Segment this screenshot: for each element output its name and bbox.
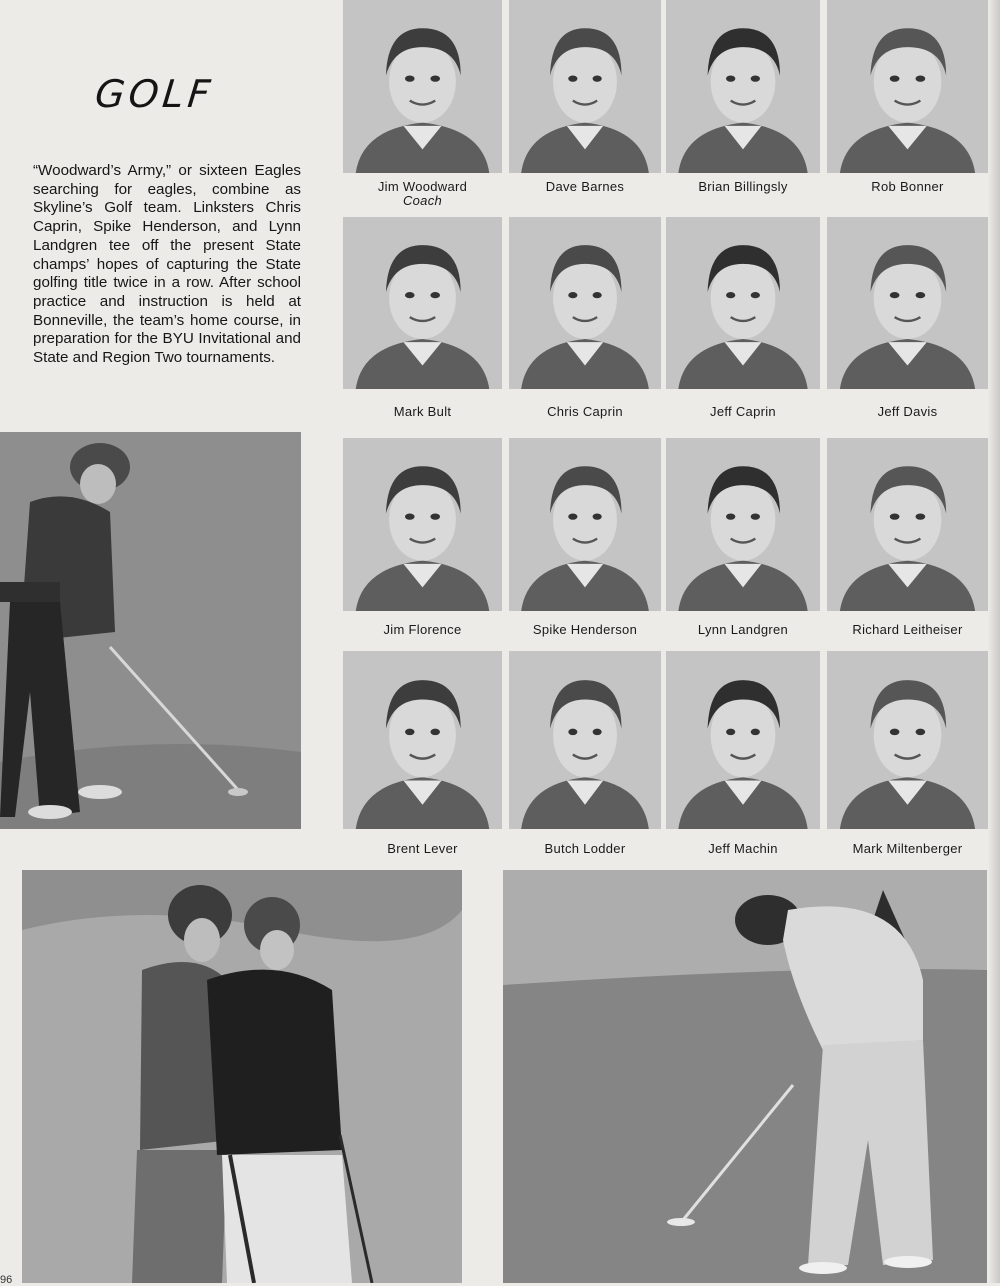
person-name: Brent Lever <box>387 841 458 856</box>
portrait-photo <box>343 217 502 389</box>
portrait-caption <box>823 180 992 194</box>
person-name: Brian Billingsly <box>698 179 788 194</box>
portrait-photo <box>509 438 661 611</box>
person-name: Butch Lodder <box>544 841 626 856</box>
portrait-photo <box>343 438 502 611</box>
page-number: 96 <box>0 1274 13 1286</box>
person-name: Mark Miltenberger <box>852 841 963 856</box>
portrait-caption <box>505 623 665 637</box>
portrait-caption <box>662 405 824 419</box>
page-title: GOLF <box>93 72 217 116</box>
portrait-caption <box>339 623 506 637</box>
person-name: Lynn Landgren <box>697 622 789 637</box>
person-role: Coach <box>402 193 443 208</box>
person-name: Rob Bonner <box>871 179 944 194</box>
page-edge-shadow <box>988 0 1000 1283</box>
person-name: Chris Caprin <box>547 404 623 419</box>
portrait-photo <box>343 651 502 829</box>
intro-paragraph: “Woodward’s Army,” or sixteen Eagles searching for eagles, combine as Skyline’s Golf team. Linksters Chris Caprin, Spike Henderson, and Lynn Landgren tee off the present State champs’ hopes of capturing the State golfing title twice in a row. After school practice and instruction is held at Bonneville, the team’s home course, in preparation for the BYU Invitational and State and Region Two tournaments. <box>33 162 301 367</box>
portrait-photo <box>827 438 988 611</box>
portrait-photo <box>666 217 820 389</box>
portrait-photo <box>827 651 988 829</box>
portrait-caption <box>505 180 665 194</box>
portrait-photo <box>343 0 502 173</box>
person-name: Spike Henderson <box>532 622 638 637</box>
photo-golfer-putting <box>503 870 987 1283</box>
portrait-caption <box>823 623 992 637</box>
person-name: Dave Barnes <box>545 179 625 194</box>
photo-golfer-chipping <box>0 432 301 829</box>
portrait-photo <box>509 217 661 389</box>
person-name: Jeff Davis <box>877 404 938 419</box>
portrait-photo <box>666 438 820 611</box>
person-name: Jeff Caprin <box>710 404 776 419</box>
portrait-caption <box>339 405 506 419</box>
portrait-photo <box>666 651 820 829</box>
portrait-caption <box>823 405 992 419</box>
portrait-caption <box>662 842 824 856</box>
portrait-photo <box>509 651 661 829</box>
person-name: Jeff Machin <box>708 841 778 856</box>
portrait-caption <box>505 842 665 856</box>
portrait-caption <box>662 180 824 194</box>
portrait-photo <box>827 217 988 389</box>
portrait-caption <box>339 180 506 208</box>
person-name: Jim Woodward <box>377 179 468 194</box>
portrait-photo <box>666 0 820 173</box>
portrait-photo <box>827 0 988 173</box>
portrait-caption <box>662 623 824 637</box>
person-name: Richard Leitheiser <box>852 622 963 637</box>
portrait-photo <box>509 0 661 173</box>
photo-two-golfers <box>22 870 462 1283</box>
portrait-caption <box>823 842 992 856</box>
person-name: Mark Bult <box>393 404 452 419</box>
person-name: Jim Florence <box>383 622 462 637</box>
portrait-caption <box>505 405 665 419</box>
portrait-caption <box>339 842 506 856</box>
